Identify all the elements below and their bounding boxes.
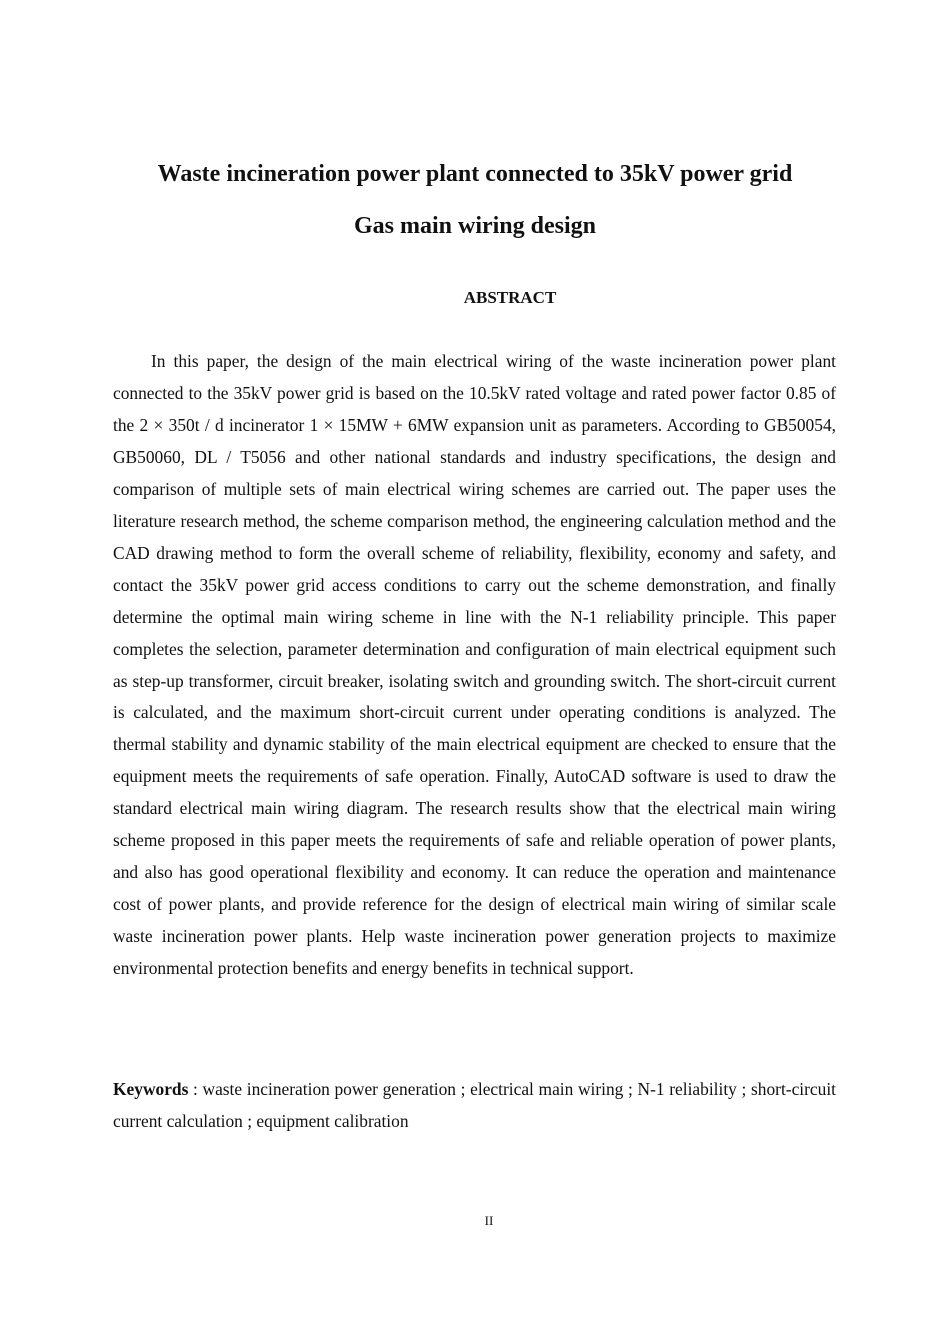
abstract-body: In this paper, the design of the main electrical wiring of the waste incineration power plant connected to the 35kV power grid is based on the 10.5kV rated voltage and rated power factor 0.85 of the 2 × 350t / d incinerator 1 × 15MW + 6MW expansion unit as parameters. According to GB50054, GB50060, DL / T5056 and other national standards and industry specifications, the design and comparison of multiple sets of main electrical wiring schemes are carried out. The paper uses the literature research method, the scheme comparison method, the engineering calculation method and the CAD drawing method to form the overall scheme of reliability, flexibility, economy and safety, and contact the 35kV power grid access conditions to carry out the scheme demonstration, and finally determine the optimal main wiring scheme in line with the N-1 reliability principle. This paper completes the selection, parameter determination and configuration of main electrical equipment such as step-up transformer, circuit breaker, isolating switch and grounding switch. The short-circuit current is calculated, and the maximum short-circuit current under operating conditions is analyzed. The thermal stability and dynamic stability of the main electrical equipment are checked to ensure that the equipment meets the requirements of safe operation. Finally, AutoCAD software is used to draw the standard electrical main wiring diagram. The research results show that the electrical main wiring scheme proposed in this paper meets the requirements of safe and reliable operation of power plants, and also has good operational flexibility and economy. It can reduce the operation and maintenance cost of power plants, and provide reference for the design of electrical main wiring of similar scale waste incineration power plants. Help waste incineration power generation projects to maximize environmental protection benefits and energy benefits in technical support. xyxy=(113,351,836,979)
keywords-label: Keywords xyxy=(113,1079,189,1099)
keywords-paragraph xyxy=(113,1073,836,1137)
page-number: II xyxy=(484,1213,494,1228)
abstract-heading: ABSTRACT xyxy=(463,288,557,307)
title-line-2: Gas main wiring design xyxy=(353,213,597,239)
title-line-1: Waste incineration power plant connected to 35kV power grid xyxy=(157,161,793,187)
keywords-text: : waste incineration power generation ; electrical main wiring ; N-1 reliability ; short-circuit current calculation ; equipment calibration xyxy=(113,1079,836,1131)
paper-title xyxy=(0,148,950,252)
